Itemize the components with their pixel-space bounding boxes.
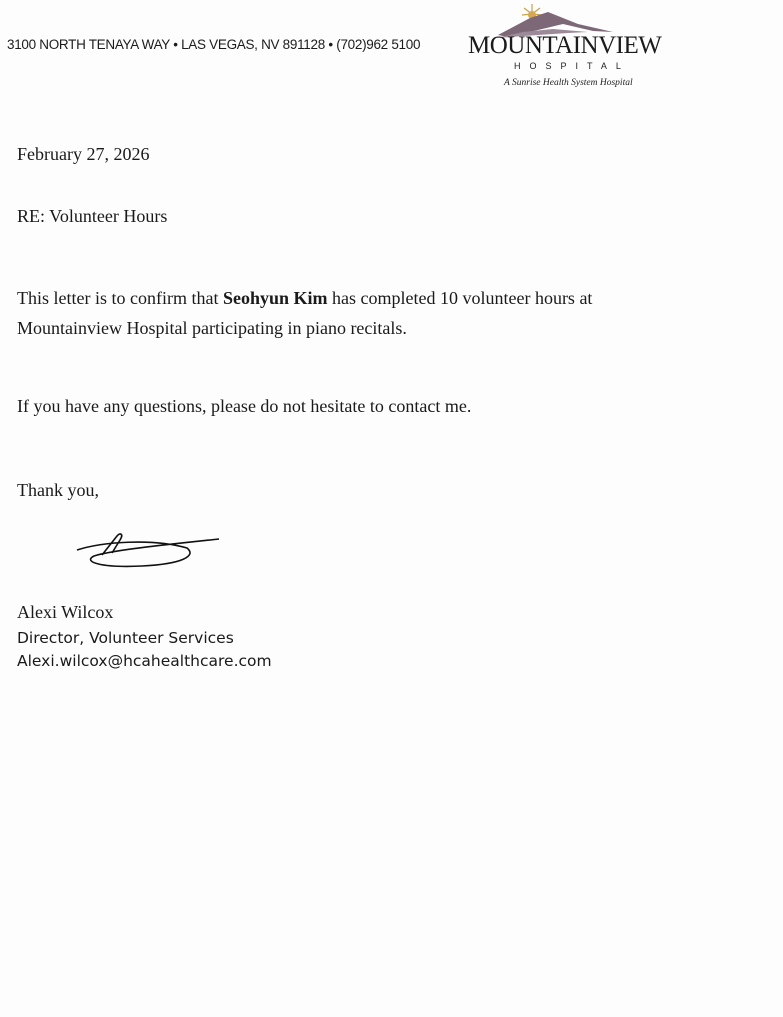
letterhead-address: 3100 NORTH TENAYA WAY • LAS VEGAS, NV 891128 • (702)962 5100 (7, 37, 421, 52)
letter-body-line2: Mountainview Hospital participating in piano recitals. (17, 318, 407, 338)
hospital-logo (468, 2, 688, 94)
body-text: has completed 10 volunteer hours at (327, 288, 593, 308)
signer-email[interactable]: Alexi.wilcox@hcahealthcare.com (17, 652, 272, 670)
letter-subject: RE: Volunteer Hours (17, 206, 168, 226)
signature (72, 528, 222, 573)
volunteer-name: Seohyun Kim (222, 288, 328, 308)
logo-tagline: A Sunrise Health System Hospital (504, 78, 633, 88)
logo-name: MOUNTAINVIEW (468, 32, 662, 59)
letter-questions: If you have any questions, please do not hesitate to contact me. (17, 396, 472, 416)
signer-title: Director, Volunteer Services (17, 629, 234, 647)
signer-name: Alexi Wilcox (17, 602, 114, 622)
letter-closing: Thank you, (17, 480, 99, 500)
body-text: This letter is to confirm that (17, 288, 223, 308)
logo-subtitle: HOSPITAL (514, 61, 630, 71)
letter-body-line1 (17, 288, 592, 309)
letter-date: February 27, 2026 (17, 144, 150, 164)
